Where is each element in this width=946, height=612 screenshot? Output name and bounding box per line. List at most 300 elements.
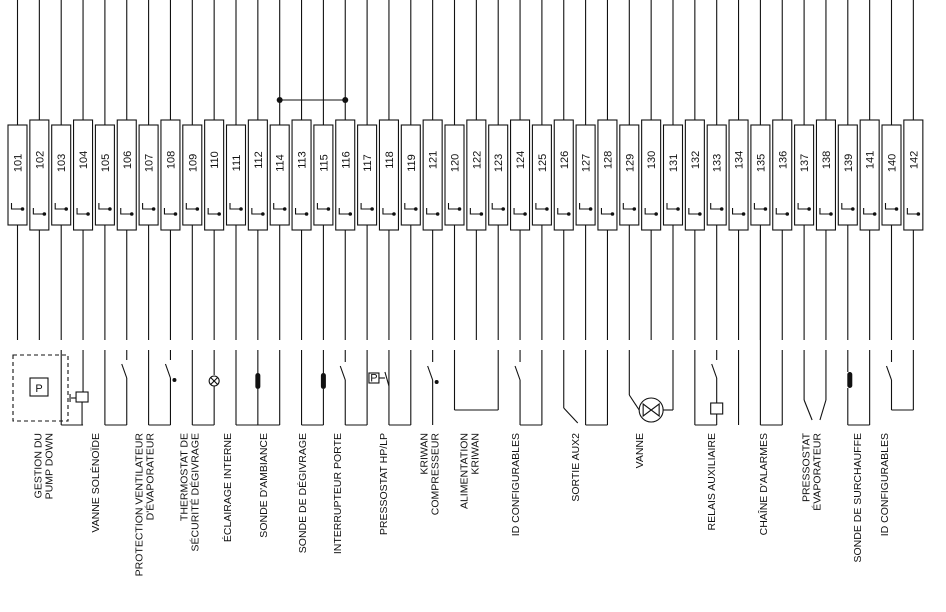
terminal-113	[292, 120, 311, 230]
thermostat-bulb	[172, 378, 176, 382]
light-bulb-icon	[192, 350, 219, 425]
label-4	[221, 433, 234, 542]
clamp-dot	[43, 212, 47, 216]
clamp-dot	[64, 207, 68, 211]
device-label	[706, 433, 718, 530]
clamp-symbol	[820, 208, 831, 214]
terminal-number: 127	[580, 153, 593, 173]
wire	[564, 408, 578, 423]
wire	[804, 400, 812, 420]
clamp-symbol	[492, 203, 503, 209]
terminal-number: 113	[296, 151, 309, 169]
clamp-dot	[829, 212, 833, 216]
clamp-symbol	[77, 208, 88, 214]
clamp-dot	[108, 207, 112, 211]
terminal-number: 105	[99, 153, 112, 173]
terminal-number: 139	[842, 153, 855, 173]
terminal-block	[401, 125, 420, 225]
terminal-number: 128	[602, 150, 615, 170]
terminal-122	[467, 120, 486, 230]
terminal-number: 115	[318, 154, 331, 172]
terminal-number: 129	[624, 153, 637, 173]
terminal-number: 112	[252, 151, 265, 169]
terminal-number: 133	[711, 153, 724, 173]
terminal-block	[532, 125, 551, 225]
clamp-symbol	[143, 203, 154, 209]
terminal-131	[664, 125, 683, 225]
terminal-141	[860, 120, 879, 230]
aux2-output-icon	[564, 350, 608, 425]
terminal-124	[511, 120, 530, 230]
device-label	[757, 433, 770, 535]
terminal-number: 141	[864, 150, 877, 170]
label-10	[459, 433, 482, 509]
clamp-dot	[436, 212, 440, 216]
terminal-number: 130	[646, 150, 659, 170]
terminal-101	[8, 125, 27, 225]
terminal-133	[707, 125, 726, 225]
terminal-number: 119	[405, 154, 418, 172]
clamp-symbol	[536, 203, 547, 209]
terminal-number: 108	[165, 150, 178, 170]
terminal-number: 116	[340, 151, 353, 169]
clamp-symbol	[667, 203, 678, 209]
terminal-118	[379, 120, 398, 230]
label-8	[378, 433, 390, 535]
terminal-block	[139, 125, 158, 225]
label-12	[570, 433, 582, 502]
label-9	[419, 433, 442, 516]
superheat-probe-icon	[847, 350, 869, 425]
switch-blade	[428, 366, 433, 380]
terminal-block	[52, 125, 71, 225]
terminal-number: 142	[908, 150, 921, 170]
clamp-symbol	[470, 208, 481, 214]
terminal-number: 134	[733, 150, 746, 170]
label-11	[510, 433, 522, 536]
clamp-dot	[392, 212, 396, 216]
terminal-142	[904, 120, 923, 230]
valve-icon	[629, 350, 673, 422]
fan-protection-switch-icon	[105, 350, 127, 425]
terminal-111	[227, 125, 246, 225]
terminal-126	[554, 120, 573, 230]
terminal-number: 125	[536, 153, 549, 173]
label-line: PUMP DOWN	[43, 433, 56, 500]
terminal-110	[205, 120, 224, 230]
wire	[385, 372, 389, 386]
clamp-dot	[720, 207, 724, 211]
terminal-block	[445, 125, 464, 225]
clamp-symbol	[449, 203, 460, 209]
pump-down-symbol: P	[35, 383, 43, 395]
terminal-block	[270, 125, 289, 225]
aux-relay-icon	[695, 350, 739, 425]
terminal-137	[795, 125, 814, 225]
clamp-symbol	[427, 208, 438, 214]
label-6	[296, 433, 309, 553]
clamp-dot	[458, 207, 462, 211]
switch-blade	[340, 366, 345, 380]
clamp-dot	[370, 207, 374, 211]
terminal-136	[773, 120, 792, 230]
terminal-number: 102	[34, 150, 47, 170]
label-line: KRIWAN	[469, 433, 482, 475]
label-line: INTERRUPTEUR PORTE	[332, 433, 344, 555]
device-label	[258, 433, 270, 538]
clamp-dot	[654, 212, 658, 216]
clamp-dot	[283, 207, 287, 211]
device-label	[33, 433, 56, 499]
device-label	[570, 433, 582, 502]
device-label	[419, 433, 442, 516]
sensor-dot	[435, 380, 439, 384]
terminal-number: 138	[820, 150, 833, 170]
terminal-strip	[8, 120, 923, 230]
label-line: SONDE DE DÉGIVRAGE	[297, 433, 309, 554]
clamp-symbol	[886, 203, 897, 209]
clamp-symbol	[558, 208, 569, 214]
clamp-dot	[567, 212, 571, 216]
pressostat-symbol: P	[370, 372, 378, 385]
clamp-dot	[174, 212, 178, 216]
label-line: SORTIE AUX2	[570, 433, 582, 502]
label-0	[33, 433, 56, 499]
wire	[629, 395, 639, 410]
pump-down-box	[13, 355, 68, 421]
label-3	[179, 433, 202, 551]
terminal-138	[816, 120, 835, 230]
clamp-symbol	[754, 203, 765, 209]
label-line: SONDE DE SURCHAUFFE	[852, 433, 864, 563]
clamp-dot	[501, 207, 505, 211]
terminal-block	[795, 125, 814, 225]
terminal-114	[270, 125, 289, 225]
terminal-number: 136	[777, 150, 790, 170]
device-label	[89, 433, 102, 533]
clamp-dot	[196, 207, 200, 211]
clamp-dot	[764, 207, 768, 211]
clamp-symbol	[186, 203, 197, 209]
evaporator-pressostat-icon	[804, 350, 826, 420]
clamp-symbol	[711, 203, 722, 209]
label-line: CHAÎNE D'ALARMES	[758, 433, 770, 536]
terminal-number: 118	[383, 151, 396, 169]
clamp-dot	[611, 212, 615, 216]
clamp-dot	[545, 207, 549, 211]
device-label	[879, 433, 891, 536]
terminal-119	[401, 125, 420, 225]
terminal-block	[620, 125, 639, 225]
label-line: GESTION DU	[32, 433, 45, 499]
terminal-number: 132	[689, 150, 702, 170]
configurable-input-switch-icon	[515, 350, 542, 425]
label-line: SÉCURITÉ DÉGIVRAGE	[189, 433, 202, 552]
terminal-number: 120	[449, 153, 462, 173]
terminal-number: 137	[799, 153, 812, 173]
relay-coil	[711, 403, 723, 414]
valve-coil	[76, 392, 88, 402]
clamp-dot	[895, 207, 899, 211]
door-switch-icon	[340, 350, 367, 425]
terminal-number: 110	[209, 151, 222, 169]
terminal-104	[74, 120, 93, 230]
device-label	[852, 433, 864, 563]
device-label	[378, 433, 390, 535]
clamp-dot	[851, 207, 855, 211]
clamp-dot	[742, 212, 746, 216]
switch-blade	[122, 364, 127, 378]
clamp-symbol	[623, 203, 634, 209]
clamp-dot	[698, 212, 702, 216]
clamp-symbol	[361, 203, 372, 209]
clamp-dot	[305, 212, 309, 216]
terminal-128	[598, 120, 617, 230]
terminal-number: 106	[121, 150, 134, 170]
terminal-127	[576, 125, 595, 225]
terminal-number: 135	[755, 153, 768, 173]
clamp-dot	[239, 207, 243, 211]
label-line: SONDE D'AMBIANCE	[258, 433, 270, 538]
clamp-symbol	[645, 208, 656, 214]
clamp-symbol	[842, 203, 853, 209]
clamp-dot	[261, 212, 265, 216]
terminal-number: 123	[493, 153, 506, 173]
clamp-dot	[327, 207, 331, 211]
bottom-wires	[18, 225, 914, 340]
terminal-130	[642, 120, 661, 230]
terminal-103	[52, 125, 71, 225]
clamp-dot	[676, 207, 680, 211]
pressostat-icon	[369, 350, 411, 425]
clamp-dot	[785, 212, 789, 216]
label-line: ALIMENTATION	[458, 433, 471, 510]
clamp-symbol	[317, 203, 328, 209]
device-label	[179, 433, 202, 551]
clamp-symbol	[601, 208, 612, 214]
terminal-139	[838, 125, 857, 225]
clamp-symbol	[383, 208, 394, 214]
terminal-block	[838, 125, 857, 225]
device-label	[634, 433, 646, 468]
terminal-109	[183, 125, 202, 225]
device-label	[296, 433, 309, 553]
clamp-symbol	[12, 203, 23, 209]
clamp-symbol	[405, 203, 416, 209]
alarm-chain-icon	[760, 230, 782, 425]
terminal-block	[95, 125, 114, 225]
clamp-symbol	[208, 208, 219, 214]
terminal-125	[532, 125, 551, 225]
clamp-dot	[523, 212, 527, 216]
terminal-block	[358, 125, 377, 225]
clamp-symbol	[798, 203, 809, 209]
label-16	[801, 432, 824, 510]
terminal-number: 104	[78, 150, 91, 170]
label-line: THERMOSTAT DE	[178, 433, 191, 522]
terminal-102	[30, 120, 49, 230]
terminal-block	[183, 125, 202, 225]
terminal-121	[423, 120, 442, 230]
terminal-number: 101	[12, 153, 25, 173]
safety-thermostat-icon	[149, 350, 177, 425]
device-labels	[33, 432, 892, 576]
clamp-dot	[873, 212, 877, 216]
clamp-dot	[86, 212, 90, 216]
label-line: ÉCLAIRAGE INTERNE	[222, 433, 234, 543]
terminal-block	[707, 125, 726, 225]
terminal-block	[882, 125, 901, 225]
device-label	[134, 433, 157, 577]
clamp-dot	[21, 207, 25, 211]
probe	[255, 373, 260, 389]
clamp-dot	[633, 207, 637, 211]
clamp-dot	[217, 212, 221, 216]
clamp-dot	[348, 212, 352, 216]
terminal-number: 107	[143, 153, 156, 173]
terminal-132	[685, 120, 704, 230]
valve-triangle	[651, 404, 659, 416]
clamp-symbol	[164, 208, 175, 214]
clamp-symbol	[121, 208, 132, 214]
clamp-symbol	[274, 203, 285, 209]
terminal-number: 126	[558, 150, 571, 170]
terminal-134	[729, 120, 748, 230]
clamp-symbol	[733, 208, 744, 214]
bridge-node	[277, 97, 283, 103]
terminal-number: 114	[274, 154, 287, 172]
terminal-number: 121	[427, 150, 440, 170]
probe	[847, 372, 852, 388]
switch-blade	[515, 366, 520, 380]
label-line: PRESSOSTAT	[800, 433, 813, 503]
terminal-115	[314, 125, 333, 225]
terminal-number: 109	[187, 153, 200, 173]
clamp-symbol	[99, 203, 110, 209]
clamp-dot	[480, 212, 484, 216]
terminal-105	[95, 125, 114, 225]
terminal-117	[358, 125, 377, 225]
clamp-symbol	[33, 208, 44, 214]
label-line: D'ÉVAPORATEUR	[144, 433, 157, 521]
clamp-symbol	[55, 203, 66, 209]
terminal-123	[489, 125, 508, 225]
label-line: VANNE	[634, 433, 646, 469]
label-5	[258, 433, 270, 538]
clamp-dot	[130, 212, 134, 216]
device-label	[332, 433, 344, 554]
terminal-block	[751, 125, 770, 225]
label-line: PRESSOSTAT HP/LP	[378, 433, 390, 536]
ambient-probe-icon	[236, 350, 280, 425]
terminal-140	[882, 125, 901, 225]
terminal-116	[336, 120, 355, 230]
defrost-probe-icon	[302, 350, 326, 425]
device-label	[221, 433, 234, 542]
terminal-block	[664, 125, 683, 225]
terminal-number: 111	[231, 154, 243, 172]
terminal-bridge-112-116	[277, 97, 349, 103]
terminal-135	[751, 125, 770, 225]
clamp-symbol	[252, 208, 263, 214]
terminal-number: 131	[668, 153, 680, 173]
solenoid-valve-icon	[61, 350, 88, 425]
terminal-block	[8, 125, 27, 225]
valve-triangle	[643, 404, 651, 416]
label-2	[134, 433, 157, 577]
clamp-symbol	[339, 208, 350, 214]
clamp-dot	[589, 207, 593, 211]
switch-blade	[887, 366, 892, 380]
kriwan-switch-icon	[428, 350, 499, 425]
clamp-symbol	[580, 203, 591, 209]
clamp-dot	[917, 212, 921, 216]
probe	[321, 373, 326, 389]
label-15	[757, 433, 770, 535]
clamp-symbol	[864, 208, 875, 214]
configurable-input-switch-2-icon	[870, 350, 914, 425]
terminal-number: 122	[471, 150, 484, 170]
label-line: PROTECTION VENTILATEUR	[133, 433, 146, 577]
terminal-number: 103	[56, 153, 69, 173]
wire	[820, 400, 826, 420]
label-17	[852, 433, 864, 563]
clamp-symbol	[230, 203, 241, 209]
terminal-number: 140	[886, 153, 899, 173]
label-line: ID CONFIGURABLES	[510, 433, 522, 537]
terminal-112	[248, 120, 267, 230]
terminal-number: 117	[362, 154, 375, 172]
device-label	[459, 433, 482, 509]
label-line: COMPRESSEUR	[429, 433, 442, 516]
terminal-108	[161, 120, 180, 230]
label-18	[879, 433, 891, 536]
clamp-symbol	[907, 208, 918, 214]
clamp-symbol	[514, 208, 525, 214]
terminal-129	[620, 125, 639, 225]
device-label	[801, 432, 824, 510]
label-line: VANNE SOLÉNOÏDE	[90, 433, 102, 533]
clamp-symbol	[776, 208, 787, 214]
device-label	[510, 433, 522, 536]
switch-blade	[165, 364, 170, 378]
terminal-106	[117, 120, 136, 230]
switch-blade	[712, 364, 717, 378]
label-line: ÉVAPORATEUR	[811, 433, 824, 511]
terminal-block	[314, 125, 333, 225]
clamp-symbol	[689, 208, 700, 214]
label-7	[332, 433, 344, 554]
top-wires	[18, 0, 914, 125]
bridge-node	[342, 97, 348, 103]
terminal-120	[445, 125, 464, 225]
clamp-dot	[152, 207, 156, 211]
clamp-dot	[414, 207, 418, 211]
label-line: ID CONFIGURABLES	[879, 433, 891, 537]
label-13	[634, 433, 646, 468]
label-line: RELAIS AUXILIAIRE	[706, 433, 718, 531]
clamp-dot	[807, 207, 811, 211]
terminal-number: 124	[515, 150, 528, 170]
clamp-symbol	[296, 208, 307, 214]
terminal-block	[489, 125, 508, 225]
terminal-107	[139, 125, 158, 225]
label-line: KRIWAN	[418, 433, 431, 475]
label-14	[706, 433, 718, 530]
terminal-block	[227, 125, 246, 225]
terminal-block	[576, 125, 595, 225]
label-1	[89, 433, 102, 533]
